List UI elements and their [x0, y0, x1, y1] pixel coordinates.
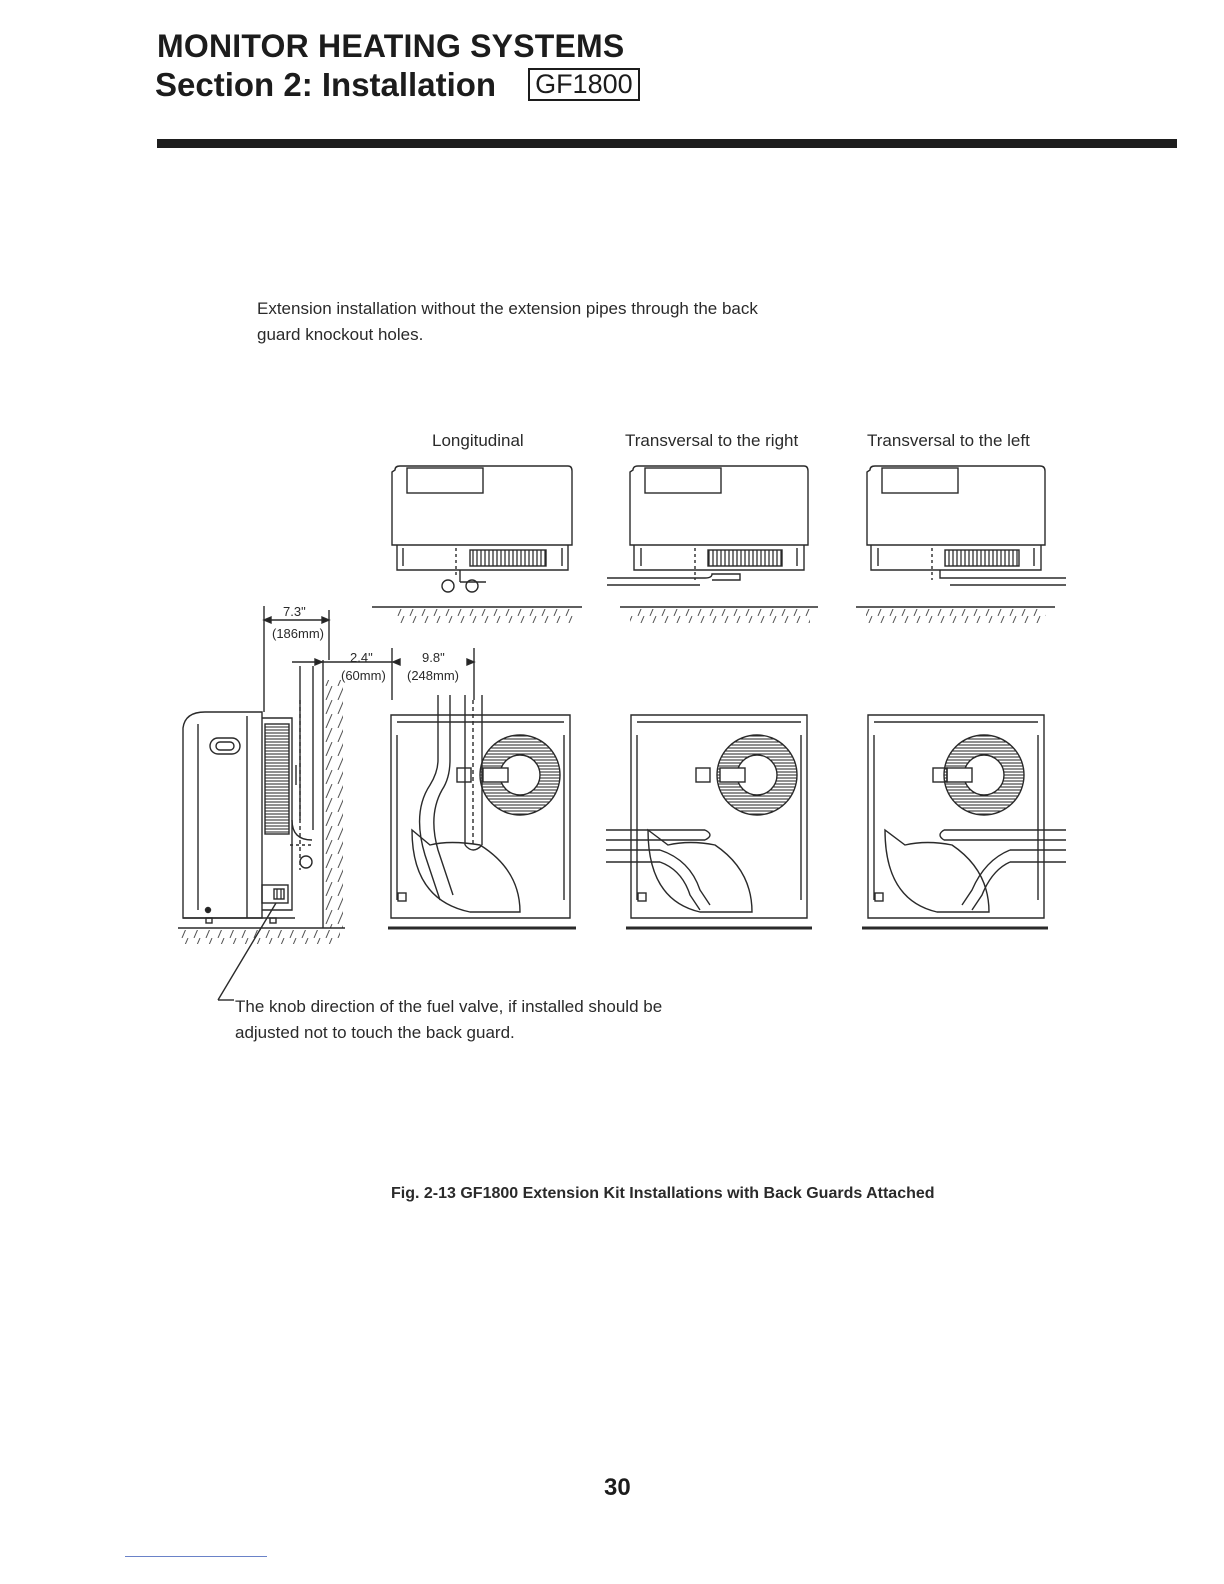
footer-line: [125, 1556, 267, 1557]
document-title: MONITOR HEATING SYSTEMS: [157, 28, 625, 64]
dim-depth-inches: 7.3": [283, 604, 306, 619]
figure-caption: Fig. 2-13 GF1800 Extension Kit Installations with Back Guards Attached: [391, 1185, 935, 1202]
model-badge: GF1800: [528, 68, 640, 101]
dim-depth-mm: (186mm): [272, 626, 325, 641]
transversal-right-front-view: [607, 466, 818, 623]
view-label-transversal-left: Transversal to the left: [867, 431, 1030, 450]
transversal-left-plan-view: [862, 715, 1066, 928]
dim-gap-inches: 2.4": [350, 650, 373, 665]
page-number: 30: [604, 1474, 631, 1501]
transversal-left-front-view: [856, 466, 1066, 623]
longitudinal-plan-view: [388, 695, 576, 928]
longitudinal-front-view: [372, 466, 582, 623]
fuel-valve-note: The knob direction of the fuel valve, if installed should be adjusted not to touch the back guard.: [235, 997, 663, 1042]
view-label-longitudinal: Longitudinal: [432, 431, 524, 450]
section-title: Section 2: Installation: [155, 66, 497, 103]
intro-text: Extension installation without the extension pipes through the back guard knockout holes.: [257, 299, 758, 344]
dim-gap-mm: (60mm): [341, 668, 386, 683]
dim-width-mm: (248mm): [407, 668, 460, 683]
view-label-transversal-right: Transversal to the right: [625, 431, 799, 450]
transversal-right-plan-view: [606, 715, 812, 928]
dim-width-inches: 9.8": [422, 650, 445, 665]
